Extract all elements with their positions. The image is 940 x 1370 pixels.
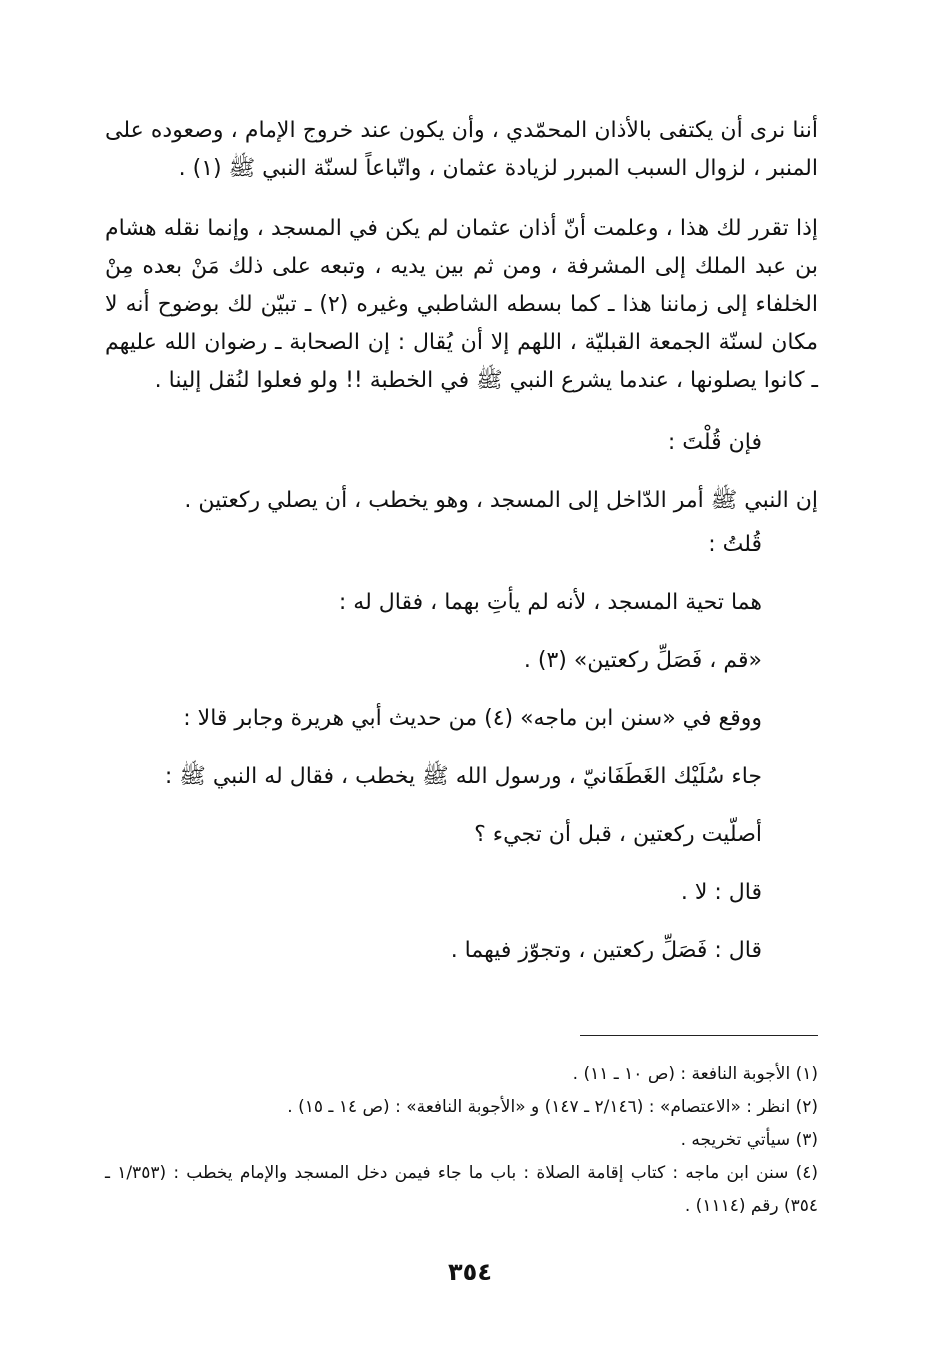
main-text: [105, 112, 818, 980]
footnote-1: (١) الأجوبة النافعة : (ص ١٠ ـ ١١) .: [572, 1064, 818, 1084]
i-said-line: قُلتُ :: [708, 532, 762, 557]
objection-line: إن النبي ﷺ أمر الدّاخل إلى المسجد ، وهو يخطب ، أن يصلي ركعتين .: [184, 488, 818, 513]
if-you-say-line: فإن قُلْتَ :: [667, 430, 762, 455]
reply-no-line: قال : لا .: [680, 880, 762, 905]
footnote-2: (٢) انظر : «الاعتصام» : (٢/١٤٦ ـ ١٤٧) و «الأجوبة النافعة» : (ص ١٤ ـ ١٥) .: [287, 1097, 818, 1117]
paragraph-2: إذا تقرر لك هذا ، وعلمت أنّ أذان عثمان لم يكن في المسجد ، وإنما نقله هشام بن عبد الملك إلى المشرفة ، ومن ثم بين يديه ، وتبعه على ذلك مَنْ بعده مِنْ الخلفاء إلى زماننا هذا ـ كما بسطه الشاطبي وغيره (٢) ـ تبيّن لك بوضوح أنه لا مكان لسنّة الجمعة القبليّة ، اللهم إلا أن يُقال : إن الصحابة ـ رضوان الله عليهم ـ كانوا يصلونها ، عندما يشرع النبي ﷺ في الخطبة !! ولو فعلوا لنُقل إلينا .: [105, 216, 818, 393]
paragraph-1: أننا نرى أن يكتفى بالأذان المحمّدي ، وأن يكون عند خروج الإمام ، وصعوده على المنبر ، لزوال السبب المبرر لزيادة عثمان ، واتّباعاً لسنّة النبي ﷺ (١) .: [105, 118, 818, 181]
command-line: قال : فَصَلِّ ركعتين ، وتجوّز فيهما .: [450, 938, 762, 963]
ibn-majah-intro-line: ووقع في «سنن ابن ماجه» (٤) من حديث أبي هريرة وجابر قالا :: [183, 706, 762, 731]
sulaik-line: جاء سُلَيْك الغَطَفَانيّ ، ورسول الله ﷺ يخطب ، فقال له النبي ﷺ :: [164, 764, 762, 789]
footnote-divider: [580, 1035, 818, 1036]
footnotes: [105, 1058, 818, 1223]
page-number: ٣٥٤: [448, 1258, 492, 1286]
question-line: أصلّيت ركعتين ، قبل أن تجيء ؟: [474, 822, 762, 847]
quote-line: «قم ، فَصَلِّ ركعتين» (٣) .: [523, 648, 762, 673]
answer-line: هما تحية المسجد ، لأنه لم يأتِ بهما ، فقال له :: [338, 590, 762, 615]
footnote-3: (٣) سيأتي تخريجه .: [680, 1130, 818, 1150]
footnote-4: (٤) سنن ابن ماجه : كتاب إقامة الصلاة : باب ما جاء فيمن دخل المسجد والإمام يخطب : (١/٣٥٣ ـ ٣٥٤) رقم (١١١٤) .: [105, 1163, 818, 1216]
